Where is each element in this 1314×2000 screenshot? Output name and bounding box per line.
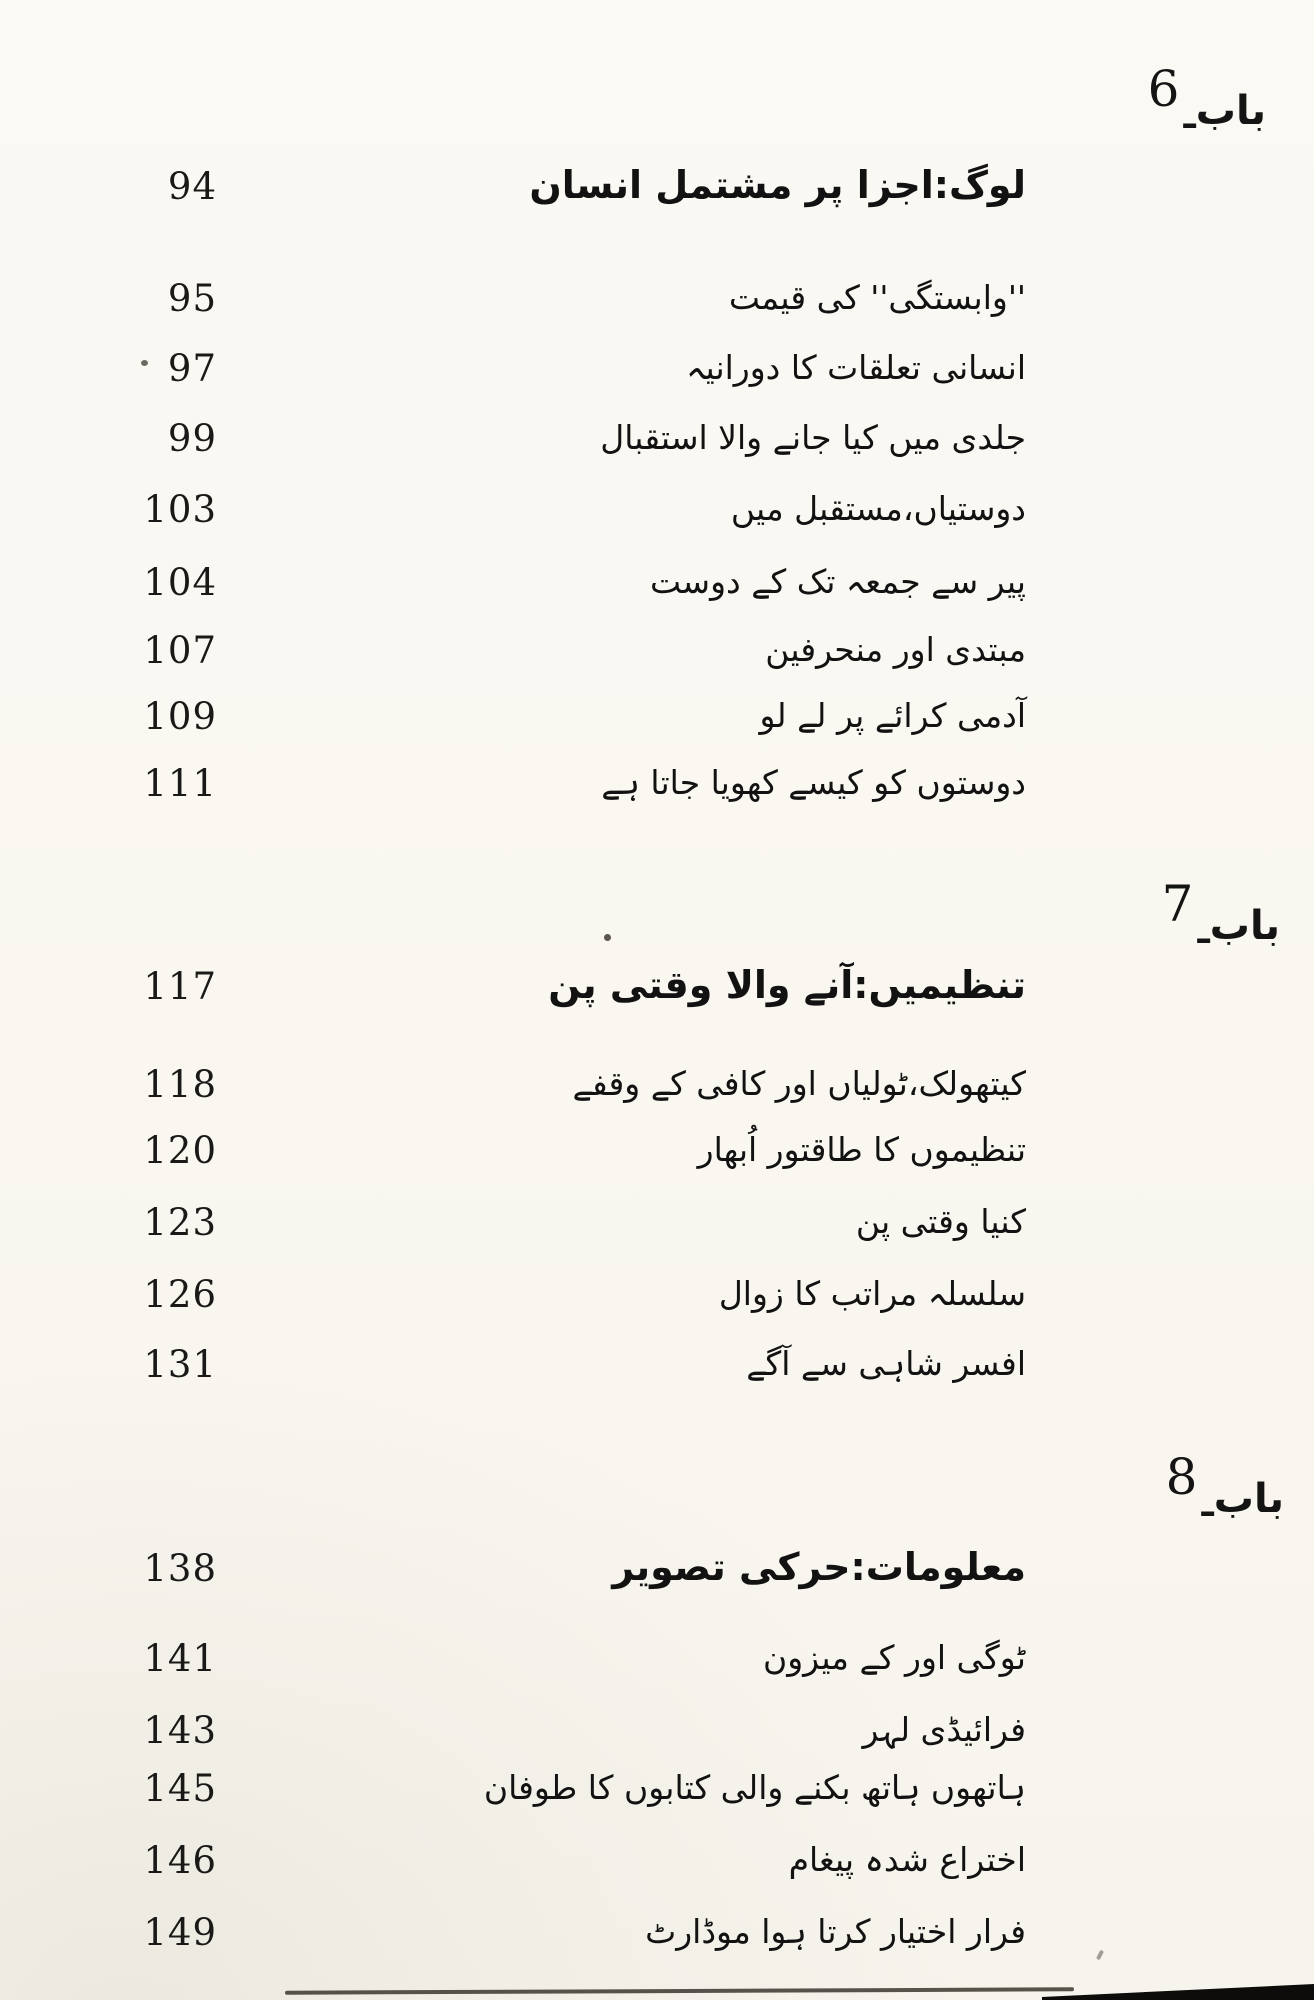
toc-row bbox=[85, 332, 1026, 404]
toc-row bbox=[85, 1186, 1026, 1258]
toc-page-number: 138 bbox=[143, 1546, 217, 1590]
toc-row bbox=[85, 1114, 1026, 1186]
toc-page-number: 99 bbox=[167, 416, 217, 460]
toc-page-number: 103 bbox=[143, 487, 217, 531]
scan-speck bbox=[604, 934, 611, 941]
toc-row bbox=[85, 1622, 1026, 1694]
toc-row bbox=[85, 1328, 1026, 1400]
toc-row bbox=[85, 950, 1026, 1022]
toc-row bbox=[85, 262, 1026, 334]
chapter-word: باب bbox=[1209, 903, 1280, 949]
toc-entry-title: آدمی کرائے پر لے لو bbox=[759, 696, 1026, 736]
toc-page-number: 145 bbox=[143, 1766, 217, 1810]
toc-entry-title: فرار اختیار کرتا ہوا موڈارٹ bbox=[645, 1912, 1026, 1952]
toc-page-number: 146 bbox=[143, 1838, 217, 1882]
toc-page-number: 117 bbox=[143, 964, 217, 1008]
toc-page-number: 111 bbox=[143, 761, 217, 805]
toc-page-number: 131 bbox=[143, 1342, 217, 1386]
chapter-number: 7 bbox=[1161, 875, 1194, 933]
toc-page-number: 104 bbox=[143, 560, 217, 604]
toc-row bbox=[85, 1824, 1026, 1896]
toc-page-number: 126 bbox=[143, 1272, 217, 1316]
scan-speck bbox=[1096, 1950, 1104, 1961]
toc-entry-title: تنظیمیں:آنے والا وقتی پن bbox=[548, 963, 1026, 1008]
toc-page-number: 123 bbox=[143, 1200, 217, 1244]
toc-entry-title: ٹوگی اور کے میزون bbox=[762, 1638, 1026, 1678]
toc-row bbox=[85, 1532, 1026, 1604]
toc-page-number: 107 bbox=[143, 628, 217, 672]
chapter-dash: ـ bbox=[1201, 1484, 1214, 1525]
toc-row bbox=[85, 614, 1026, 686]
toc-entry-title: مبتدی اور منحرفین bbox=[765, 630, 1026, 670]
toc-row bbox=[85, 747, 1026, 819]
chapter-word: باب bbox=[1213, 1476, 1284, 1522]
toc-entry-title: پیر سے جمعہ تک کے دوست bbox=[650, 562, 1026, 602]
chapter-heading-8 bbox=[1165, 1448, 1284, 1544]
toc-entry-title: ہاتھوں ہاتھ بکنے والی کتابوں کا طوفان bbox=[483, 1768, 1026, 1808]
toc-page-number: 143 bbox=[143, 1708, 217, 1752]
toc-page-number: 95 bbox=[167, 276, 217, 320]
toc-entry-title: ''وابستگی'' کی قیمت bbox=[728, 278, 1026, 318]
toc-row bbox=[85, 680, 1026, 752]
scan-edge-line bbox=[285, 1987, 1074, 1994]
chapter-number: 6 bbox=[1147, 60, 1180, 118]
chapter-word: باب bbox=[1195, 88, 1266, 134]
toc-row bbox=[85, 402, 1026, 474]
toc-entry-title: سلسلہ مراتب کا زوال bbox=[718, 1274, 1026, 1314]
toc-page-number: 97 bbox=[167, 346, 217, 390]
toc-entry-title: انسانی تعلقات کا دورانیہ bbox=[686, 348, 1026, 388]
toc-row bbox=[85, 150, 1026, 222]
toc-entry-title: جلدی میں کیا جانے والا استقبال bbox=[600, 418, 1026, 458]
scan-edge-wedge bbox=[1042, 1983, 1314, 2000]
toc-page-number: 109 bbox=[143, 694, 217, 738]
toc-row bbox=[85, 546, 1026, 618]
chapter-heading-7 bbox=[1161, 875, 1280, 971]
toc-row bbox=[85, 1048, 1026, 1120]
toc-entry-title: کیتھولک،ٹولیاں اور کافی کے وقفے bbox=[572, 1064, 1026, 1104]
toc-page-number: 94 bbox=[167, 164, 217, 208]
toc-entry-title: اختراع شدہ پیغام bbox=[788, 1840, 1026, 1880]
toc-entry-title: فرائیڈی لہر bbox=[862, 1710, 1026, 1750]
toc-page-number: 141 bbox=[143, 1636, 217, 1680]
toc-page-number: 149 bbox=[143, 1910, 217, 1954]
chapter-heading-6 bbox=[1147, 60, 1266, 156]
toc-entry-title: تنظیموں کا طاقتور اُبھار bbox=[697, 1130, 1026, 1170]
toc-entry-title: لوگ:اجزا پر مشتمل انسان bbox=[529, 163, 1026, 208]
scan-speck bbox=[141, 360, 148, 366]
toc-entry-title: افسر شاہی سے آگے bbox=[746, 1344, 1026, 1384]
chapter-dash: ـ bbox=[1183, 96, 1196, 137]
toc-row bbox=[85, 1896, 1026, 1968]
toc-page-number: 120 bbox=[143, 1128, 217, 1172]
toc-row bbox=[85, 473, 1026, 545]
toc-entry-title: معلومات:حرکی تصویر bbox=[612, 1545, 1026, 1590]
toc-page-number: 118 bbox=[143, 1062, 217, 1106]
chapter-dash: ـ bbox=[1197, 911, 1210, 952]
toc-row bbox=[85, 1258, 1026, 1330]
toc-entry-title: دوستیاں،مستقبل میں bbox=[730, 489, 1026, 529]
toc-row bbox=[85, 1752, 1026, 1824]
toc-entry-title: کنیا وقتی پن bbox=[855, 1202, 1026, 1242]
toc-entry-title: دوستوں کو کیسے کھویا جاتا ہے bbox=[601, 763, 1026, 803]
chapter-number: 8 bbox=[1165, 1448, 1198, 1506]
